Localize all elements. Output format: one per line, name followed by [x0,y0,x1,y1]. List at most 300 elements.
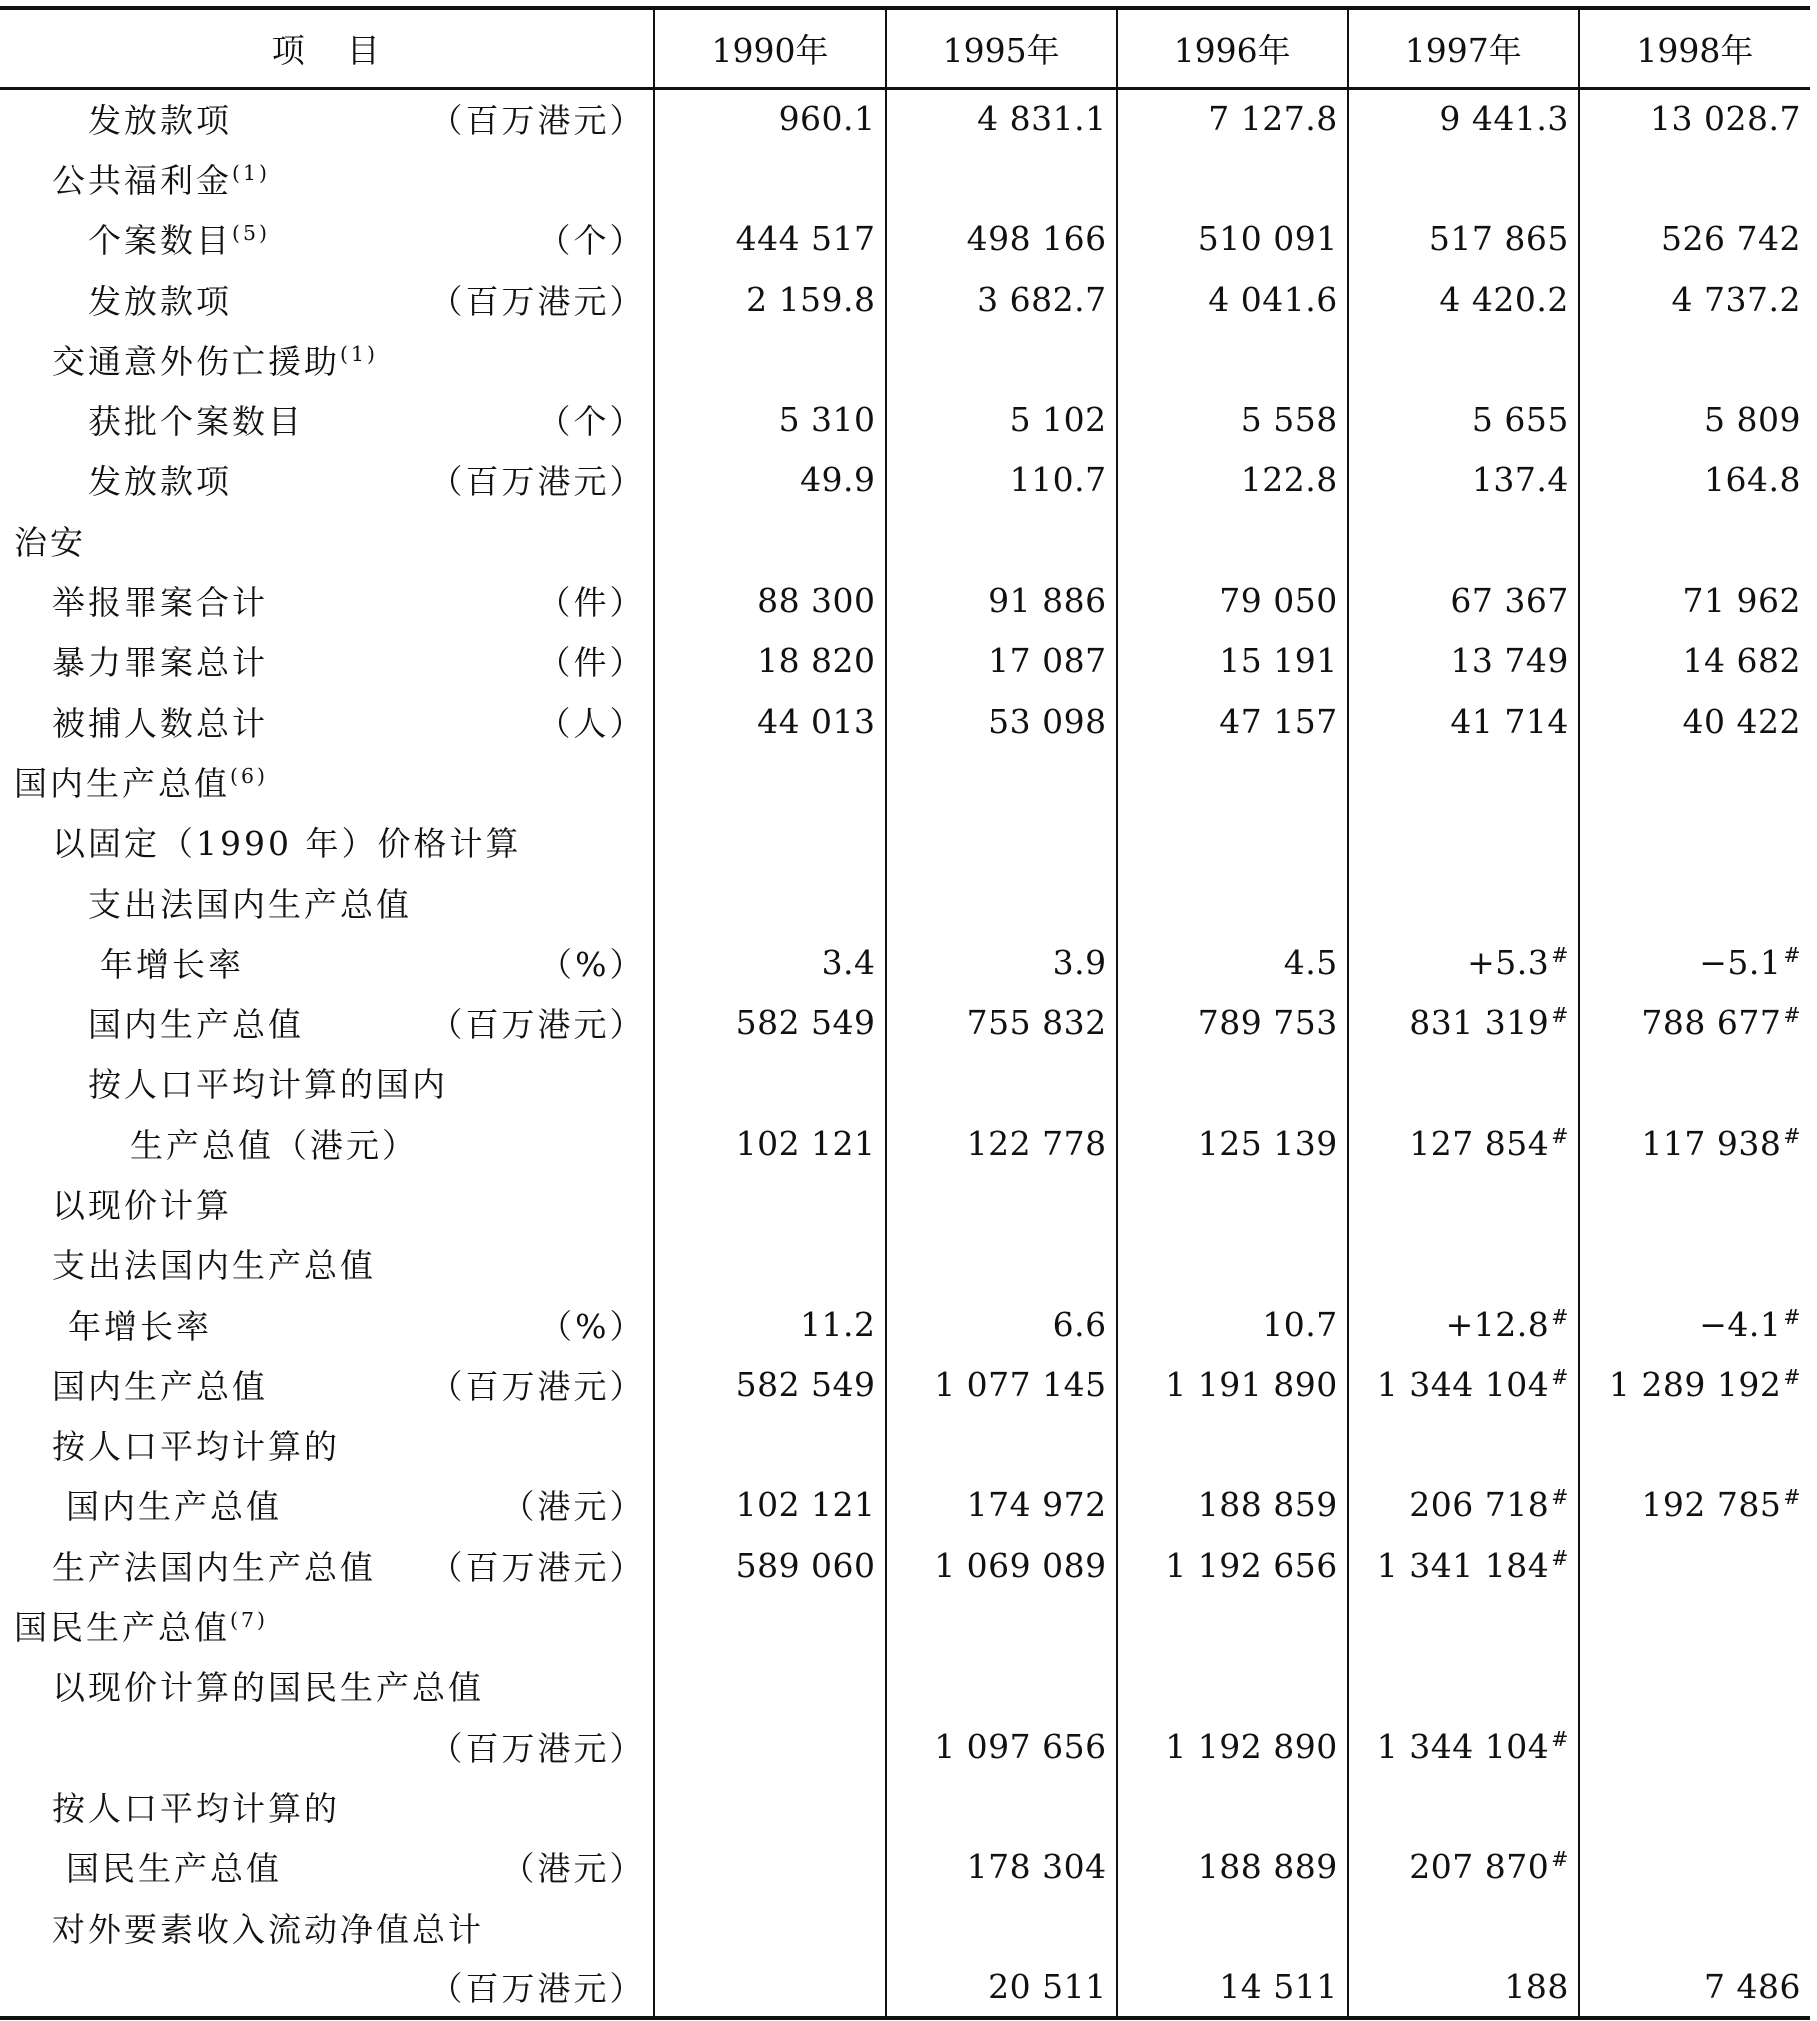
value-cell [1348,329,1579,389]
value-cell: 117 938# [1579,1113,1810,1173]
table-row [0,389,1810,449]
value-cell: 102 121 [654,1475,885,1535]
preliminary-mark: # [1551,1726,1569,1751]
value-cell: 122 778 [886,1113,1117,1173]
item-label: 公共福利金 [52,160,232,200]
value-cell: 1 077 145 [886,1354,1117,1414]
value-cell: 44 013 [654,691,885,751]
value-cell: 47 157 [1117,691,1348,751]
item-label-group [0,1301,539,1348]
item-label: 支出法国内生产总值 [88,884,412,924]
value-cell: 526 742 [1579,209,1810,269]
item-label-group [0,1421,645,1468]
value-cell: 13 749 [1348,631,1579,691]
value-cell: 1 344 104# [1348,1716,1579,1776]
value-cell: 5 102 [886,389,1117,449]
item-label-group [0,456,429,503]
item-label-group [0,1542,429,1589]
item-cell-content [0,637,653,684]
value-cell: 188 889 [1117,1837,1348,1897]
value-cell: 2 159.8 [654,269,885,329]
item-cell-content [0,1723,653,1770]
item-label-group [0,818,645,865]
value-cell: 79 050 [1117,570,1348,630]
value-cell: 10.7 [1117,1294,1348,1354]
value-cell: 188 859 [1117,1475,1348,1535]
value-cell: 4.5 [1117,932,1348,992]
value-cell [1348,1053,1579,1113]
value-cell: 1 069 089 [886,1535,1117,1595]
value-cell [886,1776,1117,1836]
item-cell [0,1173,654,1233]
table-row [0,1234,1810,1294]
value-cell [1117,1415,1348,1475]
table-row [0,691,1810,751]
preliminary-mark: # [1551,1847,1569,1872]
item-label: 发放款项 [88,462,232,502]
value-cell [1348,148,1579,208]
value-cell: 3.9 [886,932,1117,992]
value-cell [1579,1535,1810,1595]
item-header-label: 项目 [271,30,422,70]
value-cell: 9 441.3 [1348,88,1579,148]
item-label-group [0,1662,645,1709]
item-cell-content [0,276,653,323]
unit-label: （件） [537,643,646,683]
value-cell [1117,812,1348,872]
value-cell: 444 517 [654,209,885,269]
value-cell: 164.8 [1579,450,1810,510]
item-cell [0,329,654,389]
item-cell [0,510,654,570]
value-cell [1579,1776,1810,1836]
value-cell [1579,1897,1810,1957]
value-cell [654,1776,885,1836]
item-label-group [0,1059,645,1106]
item-label-group [0,1180,645,1227]
item-cell-content [0,1059,653,1106]
value-cell [886,1415,1117,1475]
item-label: 对外要素收入流动净值总计 [52,1909,484,1949]
item-label: 按人口平均计算的国内 [88,1065,448,1105]
value-cell: +5.3# [1348,932,1579,992]
item-label-group [0,396,537,443]
unit-label: （%） [539,944,646,984]
value-cell: 510 091 [1117,209,1348,269]
table-row [0,570,1810,630]
item-cell [0,1415,654,1475]
value-cell: 1 191 890 [1117,1354,1348,1414]
item-label: 发放款项 [88,281,232,321]
preliminary-mark: # [1783,942,1801,967]
value-cell [1117,148,1348,208]
table-row [0,209,1810,269]
item-cell-content [0,1542,653,1589]
value-cell: 1 097 656 [886,1716,1117,1776]
item-label: 获批个案数目 [88,402,304,442]
table-row [0,812,1810,872]
item-label: 国内生产总值 [88,1005,304,1045]
item-cell-content [0,1662,653,1709]
item-label-group [0,155,645,202]
unit-label: （港元） [501,1487,646,1527]
item-label: 国民生产总值 [14,1608,230,1648]
item-label: 国民生产总值 [66,1849,282,1889]
table-row [0,1837,1810,1897]
item-label-group [0,517,645,564]
value-cell: 7 127.8 [1117,88,1348,148]
item-cell-content [0,1120,653,1167]
value-cell: 41 714 [1348,691,1579,751]
value-cell [654,329,885,389]
item-label-group [0,336,645,383]
value-cell: 188 [1348,1957,1579,2017]
item-cell-content [0,95,653,142]
value-cell [1117,1173,1348,1233]
unit-label: （百万港元） [429,1547,646,1587]
value-cell [1117,1053,1348,1113]
item-label: 治安 [14,522,86,562]
value-cell: 88 300 [654,570,885,630]
item-label-group [0,577,537,624]
value-cell [886,329,1117,389]
value-cell [886,1595,1117,1655]
item-label: 按人口平均计算的 [52,1788,340,1828]
item-label-group [0,1602,645,1649]
item-label-group [0,698,537,745]
table-row [0,872,1810,932]
table-row [0,1535,1810,1595]
item-label: 年增长率 [68,1306,212,1346]
value-cell: 5 558 [1117,389,1348,449]
preliminary-mark: # [1551,942,1569,967]
item-label: 年增长率 [100,944,244,984]
value-cell [886,1897,1117,1957]
value-cell [1117,510,1348,570]
preliminary-mark: # [1551,1485,1569,1510]
item-label-group [0,999,429,1046]
unit-label: （百万港元） [429,1728,646,1768]
table-row [0,1776,1810,1836]
item-label: 国内生产总值 [52,1366,268,1406]
value-cell [1117,1776,1348,1836]
item-cell-content [0,939,653,986]
value-cell [1579,751,1810,811]
value-cell: 110.7 [886,450,1117,510]
value-cell: 5 655 [1348,389,1579,449]
value-cell: +12.8# [1348,1294,1579,1354]
value-cell: 178 304 [886,1837,1117,1897]
value-cell [1348,1595,1579,1655]
value-cell [1348,751,1579,811]
item-label-group [0,215,537,262]
item-label-group [0,95,429,142]
item-cell [0,691,654,751]
table-row [0,992,1810,1052]
preliminary-mark: # [1783,1364,1801,1389]
value-cell [1348,1897,1579,1957]
value-cell: 18 820 [654,631,885,691]
table-row [0,1475,1810,1535]
value-cell: 4 420.2 [1348,269,1579,329]
value-cell [654,872,885,932]
value-cell: 67 367 [1348,570,1579,630]
item-cell-content [0,1180,653,1227]
item-label: 以现价计算 [52,1185,232,1225]
value-cell [654,1957,885,2017]
unit-label: （百万港元） [429,1968,646,2008]
value-cell: 755 832 [886,992,1117,1052]
item-label-group [0,1481,501,1528]
value-cell [1117,1897,1348,1957]
table-row [0,329,1810,389]
unit-label: （人） [537,703,646,743]
value-cell: 1 341 184# [1348,1535,1579,1595]
item-cell [0,1234,654,1294]
item-cell [0,1113,654,1173]
item-label: 被捕人数总计 [52,703,268,743]
item-cell-content [0,999,653,1046]
table-row [0,932,1810,992]
item-label-group [0,1361,429,1408]
item-cell [0,1053,654,1113]
item-cell [0,148,654,208]
value-cell [1579,812,1810,872]
value-cell [886,510,1117,570]
footnote-ref: (1) [232,160,270,185]
value-cell [654,1837,885,1897]
value-cell [654,1595,885,1655]
item-cell-content [0,1904,653,1951]
item-cell-content [0,155,653,202]
item-cell-content [0,1963,653,2010]
item-label-group [0,1120,645,1167]
item-cell [0,992,654,1052]
value-cell [886,751,1117,811]
value-cell: 20 511 [886,1957,1117,2017]
value-cell: 40 422 [1579,691,1810,751]
value-cell: 102 121 [654,1113,885,1173]
table-row [0,751,1810,811]
item-cell-content [0,1301,653,1348]
table-row [0,631,1810,691]
item-cell [0,932,654,992]
table-row [0,88,1810,148]
item-cell [0,812,654,872]
value-cell: 137.4 [1348,450,1579,510]
value-cell [1579,872,1810,932]
item-cell [0,389,654,449]
unit-label: （港元） [501,1849,646,1889]
item-label: 生产法国内生产总值 [52,1547,376,1587]
value-cell: 14 511 [1117,1957,1348,2017]
value-cell [886,1234,1117,1294]
value-cell: 788 677# [1579,992,1810,1052]
value-cell: 127 854# [1348,1113,1579,1173]
item-cell [0,209,654,269]
value-cell: 517 865 [1348,209,1579,269]
value-cell: 13 028.7 [1579,88,1810,148]
value-cell: 4 831.1 [886,88,1117,148]
value-cell [654,1656,885,1716]
preliminary-mark: # [1783,1304,1801,1329]
value-cell: 789 753 [1117,992,1348,1052]
value-cell [886,1656,1117,1716]
footnote-ref: (1) [340,341,378,366]
table-row [0,1595,1810,1655]
unit-label: （百万港元） [429,462,646,502]
item-cell-content [0,1481,653,1528]
item-cell-content [0,396,653,443]
item-cell [0,1837,654,1897]
table-row [0,1656,1810,1716]
value-cell: 4 737.2 [1579,269,1810,329]
value-cell: 125 139 [1117,1113,1348,1173]
item-cell [0,1957,654,2017]
item-cell-content [0,215,653,262]
table-row [0,1716,1810,1776]
value-cell: 5 310 [654,389,885,449]
value-cell [654,1716,885,1776]
value-cell [1579,1716,1810,1776]
value-cell: −5.1# [1579,932,1810,992]
value-cell [654,1173,885,1233]
item-column-header [0,8,654,88]
table-body [0,88,1810,2018]
value-cell [1117,872,1348,932]
unit-label: （百万港元） [429,1005,646,1045]
table-row [0,1294,1810,1354]
value-cell: 15 191 [1117,631,1348,691]
table-row [0,450,1810,510]
value-cell [1579,510,1810,570]
table-row [0,148,1810,208]
unit-label: （%） [539,1306,646,1346]
preliminary-mark: # [1551,1123,1569,1148]
value-cell [1348,1415,1579,1475]
item-label: 发放款项 [88,101,232,141]
item-cell [0,1595,654,1655]
item-cell-content [0,1843,653,1890]
value-cell [1117,1234,1348,1294]
item-cell-content [0,879,653,926]
item-cell-content [0,517,653,564]
item-cell [0,1716,654,1776]
item-label-group [0,1240,645,1287]
item-label: 暴力罪案总计 [52,643,268,683]
value-cell: −4.1# [1579,1294,1810,1354]
table-row [0,510,1810,570]
value-cell: 192 785# [1579,1475,1810,1535]
item-cell [0,631,654,691]
table-row [0,1113,1810,1173]
item-label: 个案数目 [88,221,232,261]
table-row [0,269,1810,329]
value-cell [1117,1595,1348,1655]
preliminary-mark: # [1551,1545,1569,1570]
item-label-group [0,1783,645,1830]
value-cell: 71 962 [1579,570,1810,630]
table-row [0,1053,1810,1113]
value-cell [886,148,1117,208]
value-cell [886,812,1117,872]
item-label: 按人口平均计算的 [52,1427,340,1467]
table-header-row [0,8,1810,88]
item-cell [0,570,654,630]
value-cell: 14 682 [1579,631,1810,691]
item-cell-content [0,336,653,383]
item-cell-content [0,1783,653,1830]
item-label-group [0,939,539,986]
item-cell-content [0,1602,653,1649]
preliminary-mark: # [1783,1123,1801,1148]
value-cell [1348,1173,1579,1233]
value-cell: 6.6 [886,1294,1117,1354]
value-cell: 91 886 [886,570,1117,630]
value-cell: 3 682.7 [886,269,1117,329]
value-cell [1579,148,1810,208]
value-cell [1348,1656,1579,1716]
year-column-header: 1997年 [1348,8,1579,88]
value-cell: 1 192 890 [1117,1716,1348,1776]
unit-label: （个） [537,221,646,261]
item-cell [0,1656,654,1716]
value-cell [1117,751,1348,811]
item-label-group [0,1843,501,1890]
value-cell [886,872,1117,932]
statistics-table [0,6,1810,2020]
year-column-header: 1996年 [1117,8,1348,88]
value-cell: 582 549 [654,1354,885,1414]
item-cell [0,751,654,811]
value-cell [1579,1415,1810,1475]
preliminary-mark: # [1783,1003,1801,1028]
value-cell: 3.4 [654,932,885,992]
value-cell: 831 319# [1348,992,1579,1052]
value-cell: 206 718# [1348,1475,1579,1535]
item-cell [0,1475,654,1535]
value-cell: 53 098 [886,691,1117,751]
item-cell-content [0,1421,653,1468]
item-cell [0,1897,654,1957]
item-cell-content [0,698,653,745]
table-row [0,1354,1810,1414]
table-row [0,1897,1810,1957]
value-cell [654,1897,885,1957]
item-label-group [0,1904,645,1951]
footnote-ref: (7) [230,1608,268,1633]
item-cell-content [0,456,653,503]
value-cell [1348,510,1579,570]
item-cell [0,1294,654,1354]
item-cell [0,1354,654,1414]
preliminary-mark: # [1551,1304,1569,1329]
value-cell: 207 870# [1348,1837,1579,1897]
item-label-group [0,637,537,684]
unit-label: （百万港元） [429,1366,646,1406]
unit-label: （个） [537,402,646,442]
value-cell: 17 087 [886,631,1117,691]
value-cell [1117,1656,1348,1716]
value-cell: 1 344 104# [1348,1354,1579,1414]
value-cell: 582 549 [654,992,885,1052]
value-cell [1579,1656,1810,1716]
value-cell: 11.2 [654,1294,885,1354]
item-cell [0,1535,654,1595]
value-cell: 5 809 [1579,389,1810,449]
value-cell: 498 166 [886,209,1117,269]
footnote-ref: (5) [232,221,270,246]
